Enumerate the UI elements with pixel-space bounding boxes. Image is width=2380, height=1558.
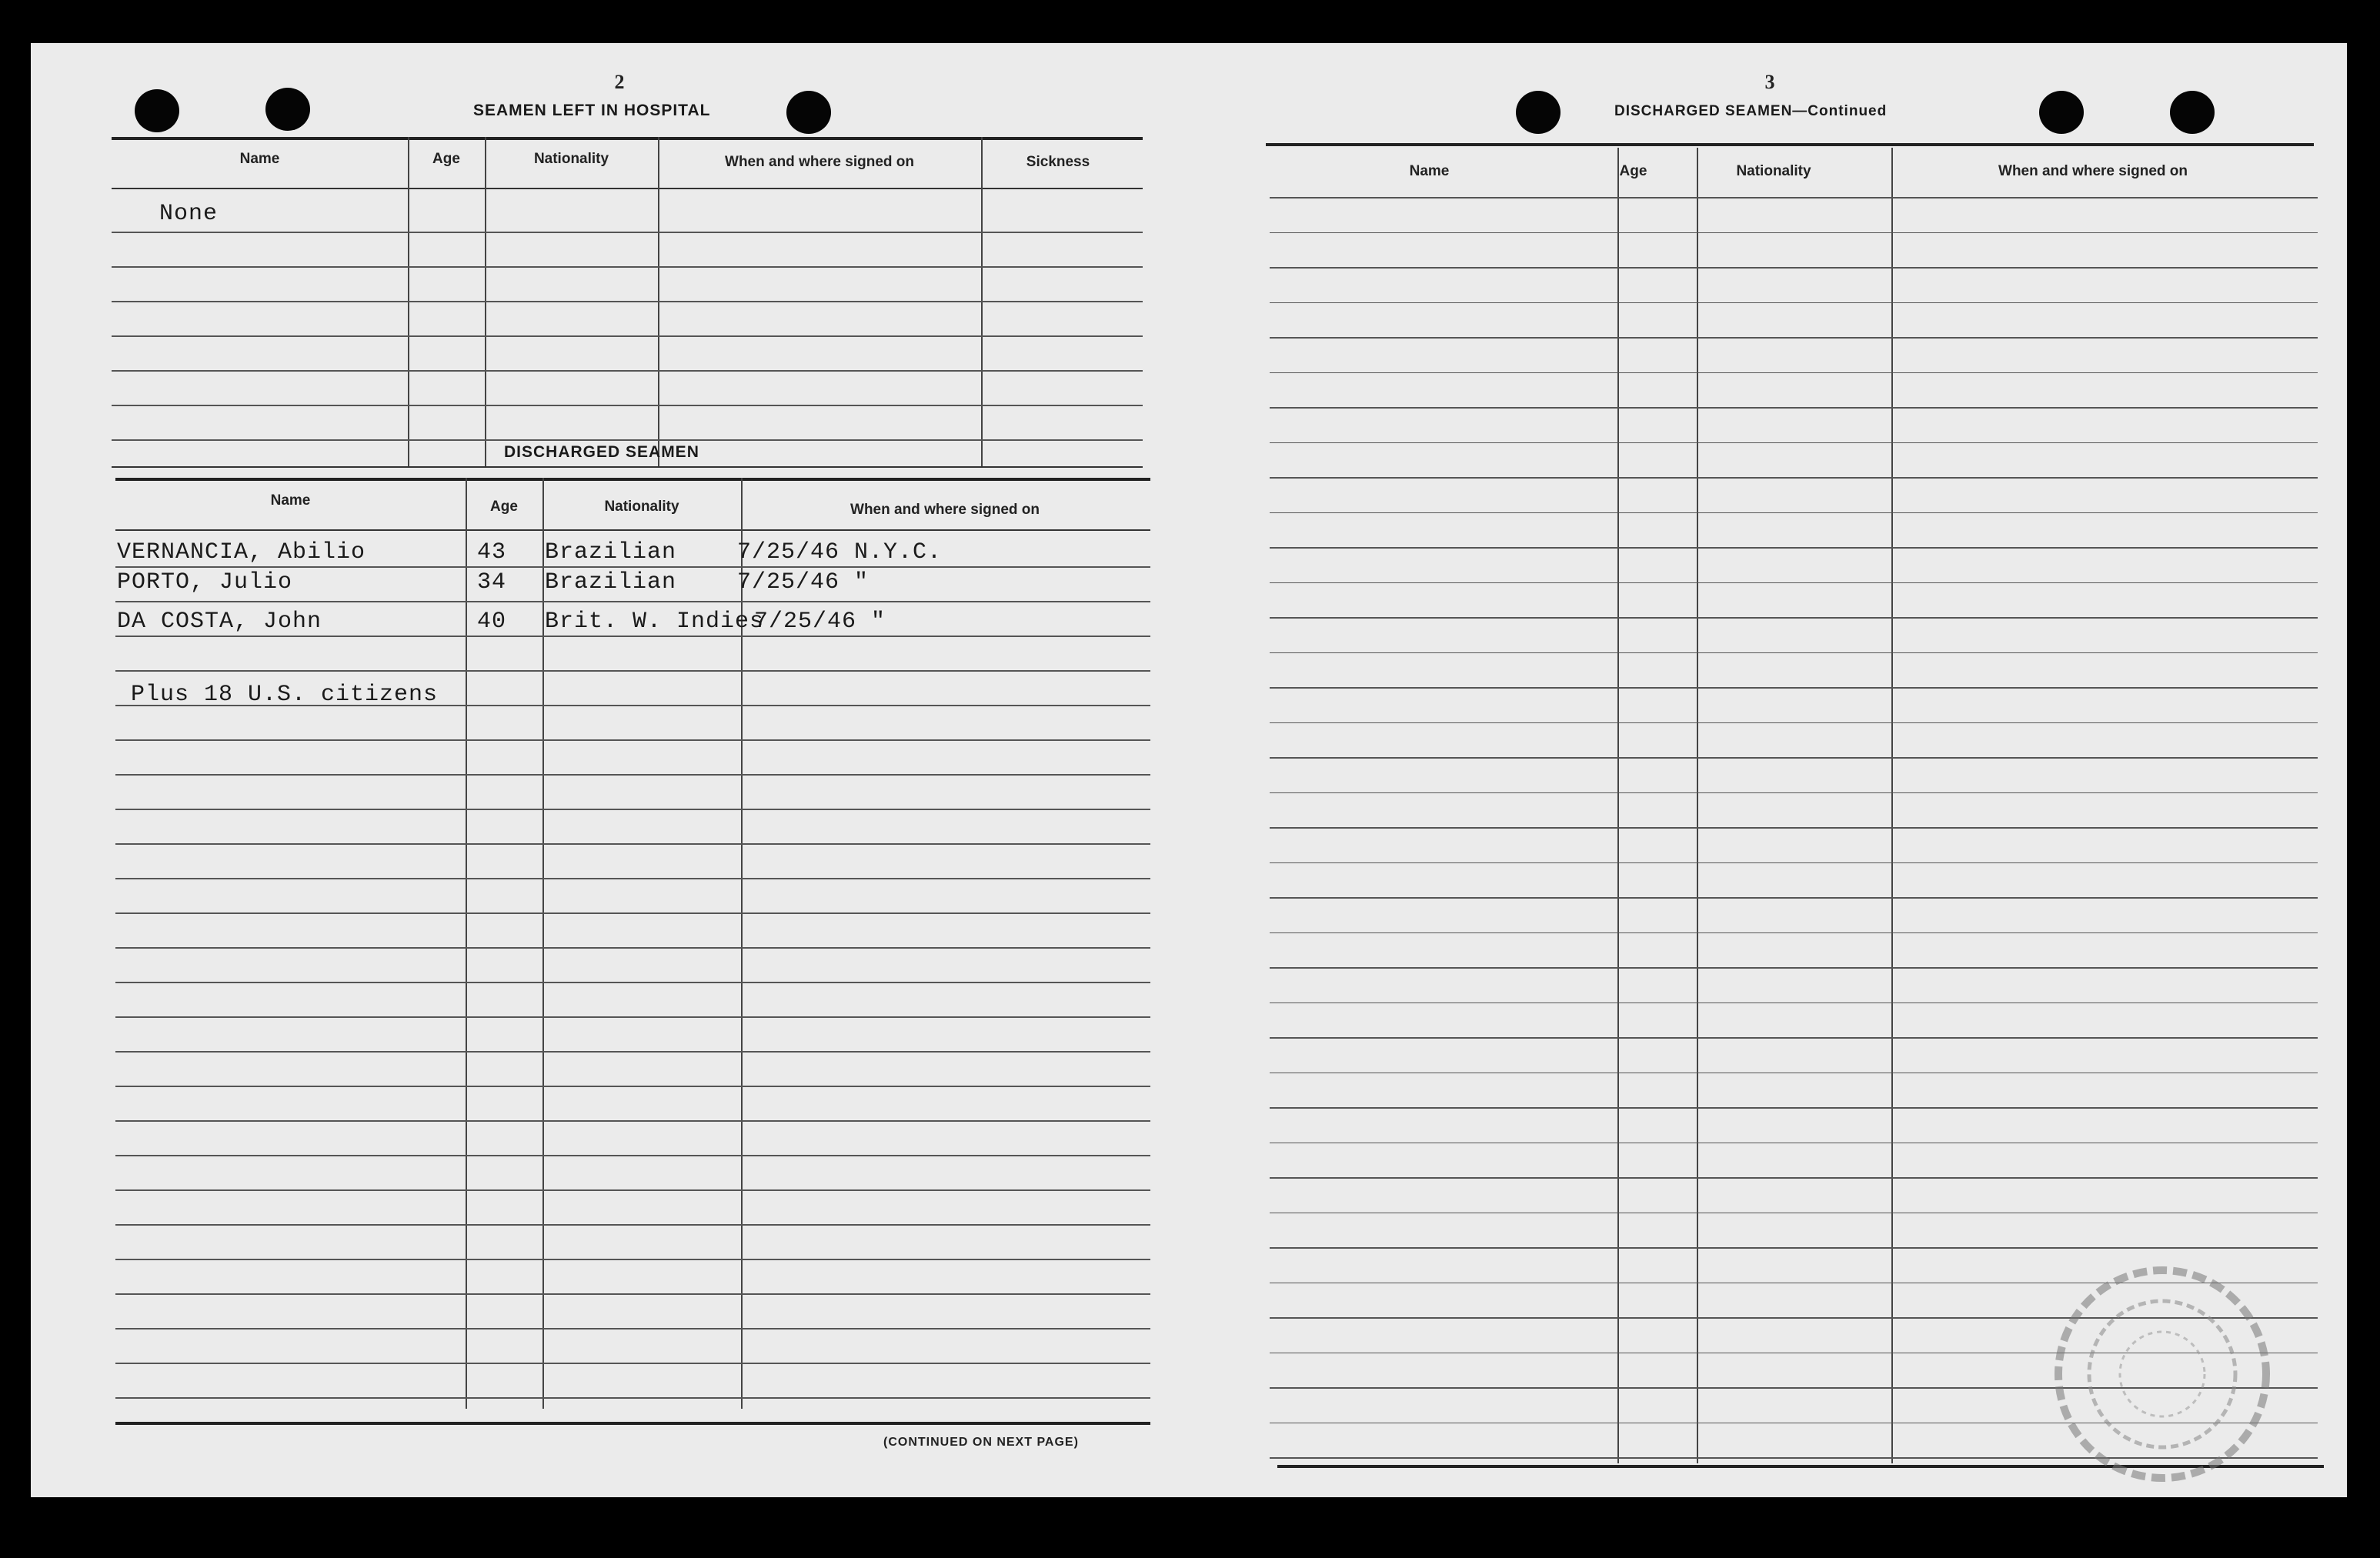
row-line	[1270, 897, 2318, 899]
row-line	[1270, 1213, 2318, 1214]
row-line	[115, 1224, 1150, 1226]
seaman-age: 40	[477, 609, 507, 635]
row-line	[1270, 1003, 2318, 1004]
row-line	[112, 335, 1143, 337]
table-rule	[1266, 143, 2314, 146]
row-line	[1270, 337, 2318, 339]
row-line	[1270, 827, 2318, 829]
col-nationality: Nationality	[533, 151, 609, 167]
row-line	[1270, 792, 2318, 794]
row-line	[115, 1155, 1150, 1156]
row-line	[1270, 1107, 2318, 1109]
row-line	[115, 809, 1150, 810]
continued-note: (CONTINUED ON NEXT PAGE)	[883, 1436, 1079, 1449]
seaman-nationality: Brit. W. Indies	[545, 609, 765, 635]
row-line	[115, 566, 1150, 568]
row-line	[115, 601, 1150, 602]
row-line	[1270, 477, 2318, 479]
row-line	[1270, 512, 2318, 514]
col-age: Age	[432, 151, 460, 167]
row-line	[115, 1259, 1150, 1260]
row-line	[1270, 582, 2318, 584]
row-line	[1270, 687, 2318, 689]
col-nationality: Nationality	[604, 499, 679, 515]
seaman-age: 34	[477, 569, 507, 596]
column-divider	[981, 137, 983, 468]
column-divider	[1697, 148, 1698, 1463]
column-divider	[408, 137, 409, 468]
row-line	[1270, 372, 2318, 374]
row-line	[115, 1120, 1150, 1122]
column-divider	[1617, 148, 1619, 1463]
col-name: Name	[1409, 163, 1450, 179]
row-line	[1270, 267, 2318, 269]
col-signed-on: When and where signed on	[850, 502, 1040, 518]
row-line	[1270, 652, 2318, 654]
row-line	[115, 1293, 1150, 1295]
seaman-name: PORTO, Julio	[117, 569, 293, 596]
column-divider	[485, 137, 486, 468]
table-bottom-rule	[115, 1422, 1150, 1425]
seaman-name: DA COSTA, John	[117, 609, 322, 635]
row-line	[115, 1086, 1150, 1087]
row-line	[1270, 442, 2318, 444]
column-divider	[658, 137, 659, 468]
row-line	[1270, 1037, 2318, 1039]
row-line	[1270, 757, 2318, 759]
discharged-section-title: DISCHARGED SEAMEN	[504, 443, 699, 461]
row-line	[1270, 932, 2318, 934]
column-divider	[542, 478, 544, 1409]
row-line	[112, 370, 1143, 372]
row-line	[112, 301, 1143, 302]
row-line	[115, 636, 1150, 637]
col-age: Age	[1619, 163, 1647, 179]
row-line	[1270, 197, 2318, 199]
row-line	[1270, 617, 2318, 619]
seaman-name: VERNANCIA, Abilio	[117, 539, 366, 565]
row-line	[1270, 407, 2318, 409]
left-page	[108, 43, 1154, 1497]
row-line	[115, 843, 1150, 845]
column-divider	[466, 478, 467, 1409]
row-line	[1270, 1247, 2318, 1249]
row-line	[1270, 302, 2318, 304]
row-line	[115, 774, 1150, 776]
row-line	[1270, 1143, 2318, 1144]
row-line	[115, 878, 1150, 879]
seaman-signed-on: 7/25/46 "	[754, 609, 886, 635]
row-line	[112, 266, 1143, 268]
paper-sheet	[31, 43, 2347, 1497]
col-name: Name	[270, 492, 311, 509]
col-name: Name	[239, 151, 280, 167]
row-line	[115, 1016, 1150, 1018]
row-line	[115, 1051, 1150, 1053]
row-line	[1270, 232, 2318, 234]
col-nationality: Nationality	[1736, 163, 1811, 179]
row-line	[112, 439, 1143, 441]
row-line	[1270, 1177, 2318, 1179]
hospital-section-title: SEAMEN LEFT IN HOSPITAL	[473, 102, 711, 119]
table-rule	[115, 478, 1150, 481]
seaman-age: 43	[477, 539, 507, 565]
row-line	[1270, 967, 2318, 969]
row-line	[1270, 722, 2318, 724]
seaman-signed-on: 7/25/46 N.Y.C.	[737, 539, 943, 565]
row-line	[1270, 862, 2318, 864]
row-line	[115, 912, 1150, 914]
seaman-nationality: Brazilian	[545, 539, 677, 565]
col-signed-on: When and where signed on	[1998, 163, 2188, 179]
table-rule	[115, 529, 1150, 531]
row-line	[115, 1189, 1150, 1191]
row-line	[112, 405, 1143, 406]
column-divider	[1891, 148, 1893, 1463]
row-line	[1270, 547, 2318, 549]
seal-stamp	[2047, 1259, 2278, 1490]
col-sickness: Sickness	[1026, 154, 1090, 170]
table-rule	[112, 137, 1143, 140]
table-rule	[112, 466, 1143, 468]
row-line	[115, 739, 1150, 741]
row-line	[115, 1328, 1150, 1329]
row-line	[115, 947, 1150, 949]
row-line	[115, 1363, 1150, 1364]
row-line	[115, 670, 1150, 672]
seaman-signed-on: 7/25/46 "	[737, 569, 870, 596]
citizens-note: Plus 18 U.S. citizens	[131, 682, 439, 708]
col-signed-on: When and where signed on	[725, 154, 914, 170]
page-number-left: 2	[614, 71, 625, 93]
row-line	[1270, 1073, 2318, 1074]
col-age: Age	[490, 499, 518, 515]
seaman-nationality: Brazilian	[545, 569, 677, 596]
row-line	[112, 232, 1143, 233]
page-number-right: 3	[1764, 71, 1775, 93]
hospital-entry: None	[159, 201, 219, 227]
row-line	[115, 1397, 1150, 1399]
table-rule	[112, 188, 1143, 189]
row-line	[115, 982, 1150, 983]
right-section-title: DISCHARGED SEAMEN—Continued	[1614, 103, 1888, 119]
